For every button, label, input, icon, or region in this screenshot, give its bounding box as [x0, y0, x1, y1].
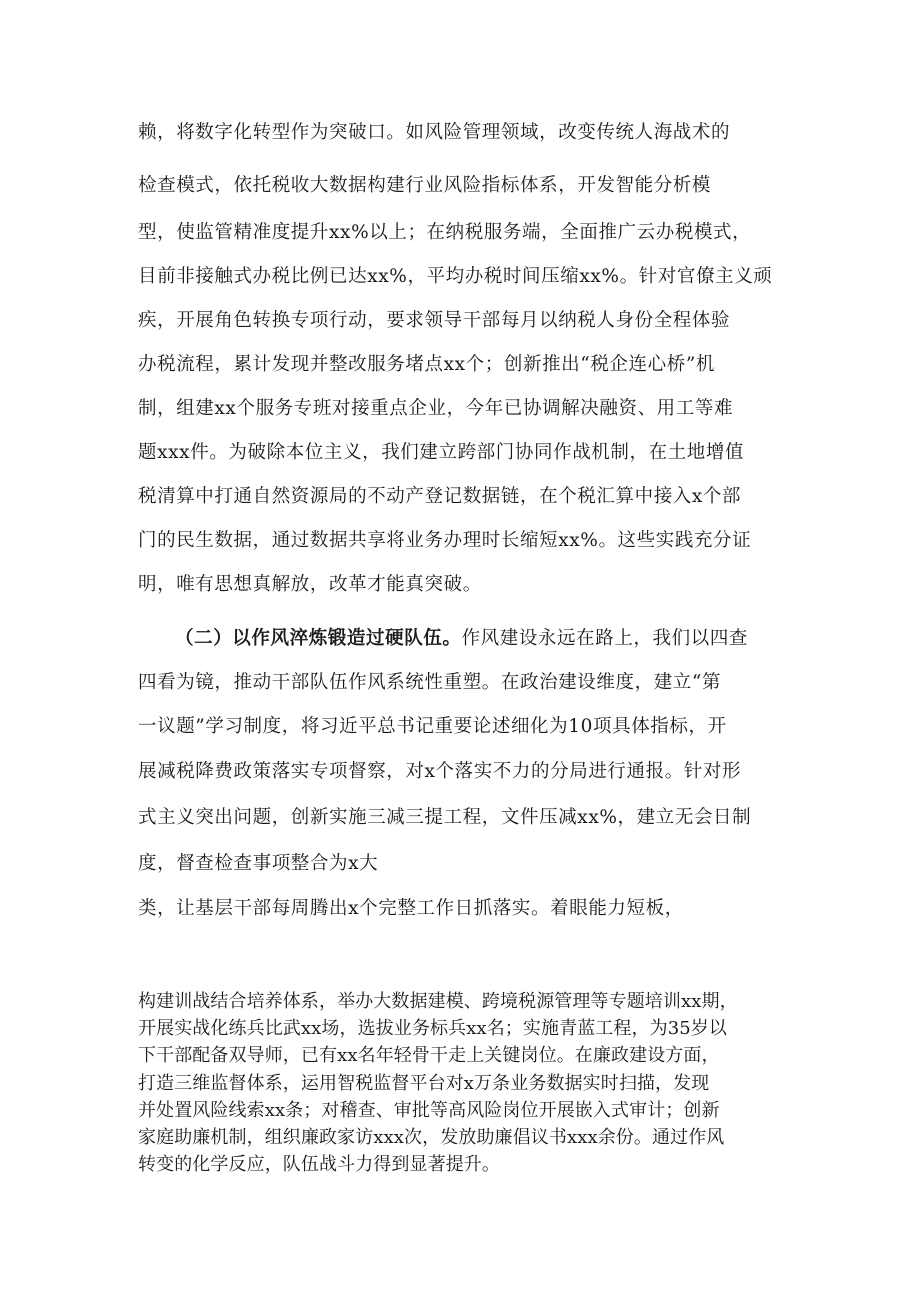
text-line: 办税流程，累计发现并整改服务堵点xx个；创新推出“税企连心桥”机	[138, 354, 715, 375]
text-span: 作风建设永远在路上，我们以四查	[461, 628, 749, 649]
text-line: 税清算中打通自然资源局的不动产登记数据链，在个税汇算中接入x个部	[138, 486, 742, 507]
text-line: 门的民生数据，通过数据共享将业务办理时长缩短xx%。这些实践充分证	[138, 530, 752, 551]
text-line: 度，督查检查事项整合为x大	[138, 853, 379, 874]
text-line: 构建训战结合培养体系，举办大数据建模、跨境税源管理等专题培训xx期，	[138, 991, 738, 1012]
text-line: 题xxx件。为破除本位主义，我们建立跨部门协同作战机制，在土地增值	[138, 442, 745, 463]
text-line: 并处置风险线索xx条；对稽查、审批等高风险岗位开展嵌入式审计；创新	[138, 1099, 720, 1121]
text-line: 赖，将数字化转型作为突破口。如风险管理领域，改变传统人海战术的	[138, 122, 731, 143]
text-line: 明，唯有思想真解放，改革才能真突破。	[138, 574, 482, 595]
text-line: 制，组建xx个服务专班对接重点企业，今年已协调解决融资、用工等难	[138, 398, 734, 419]
text-line: 家庭助廉机制，组织廉政家访xxx次，发放助廉倡议书xxx余份。通过作风	[138, 1127, 725, 1149]
text-line: 疾，开展角色转换专项行动，要求领导干部每月以纳税人身份全程体验	[138, 310, 731, 331]
text-line: 检查模式，依托税收大数据构建行业风险指标体系，开发智能分析模	[138, 175, 712, 196]
text-line: 目前非接触式办税比例已达xx%，平均办税时间压缩xx%。针对官僚主义顽	[138, 266, 773, 287]
text-line: 打造三维监督体系，运用智税监督平台对x万条业务数据实时扫描，发现	[138, 1072, 710, 1094]
text-line: 式主义突出问题，创新实施三减三提工程，文件压减xx%，建立无会日制	[138, 807, 752, 828]
text-line: 类，让基层干部每周腾出x个完整工作日抓落实。着眼能力短板，	[138, 898, 684, 919]
text-line: 一议题”学习制度，将习近平总书记重要论述细化为10项具体指标，开	[138, 716, 727, 737]
text-line: 四看为镜，推动干部队伍作风系统性重塑。在政治建设维度，建立“第	[138, 672, 722, 693]
section-heading: （二）以作风淬炼锻造过硬队伍。	[175, 628, 462, 649]
paragraph-2-first-line	[175, 630, 748, 649]
text-line: 型，使监管精准度提升xx%以上；在纳税服务端，全面推广云办税模式，	[138, 222, 752, 243]
text-line: 展减税降费政策落实专项督察，对x个落实不力的分局进行通报。针对形	[138, 761, 742, 782]
text-line: 下干部配备双导师，已有xx名年轻骨干走上关键岗位。在廉政建设方面，	[138, 1045, 720, 1067]
text-line: 转变的化学反应，队伍战斗力得到显著提升。	[138, 1154, 500, 1176]
paragraph-3	[138, 988, 798, 1178]
text-line: 开展实战化练兵比武xx场，选拔业务标兵xx名；实施青蓝工程，为35岁以	[138, 1018, 728, 1040]
